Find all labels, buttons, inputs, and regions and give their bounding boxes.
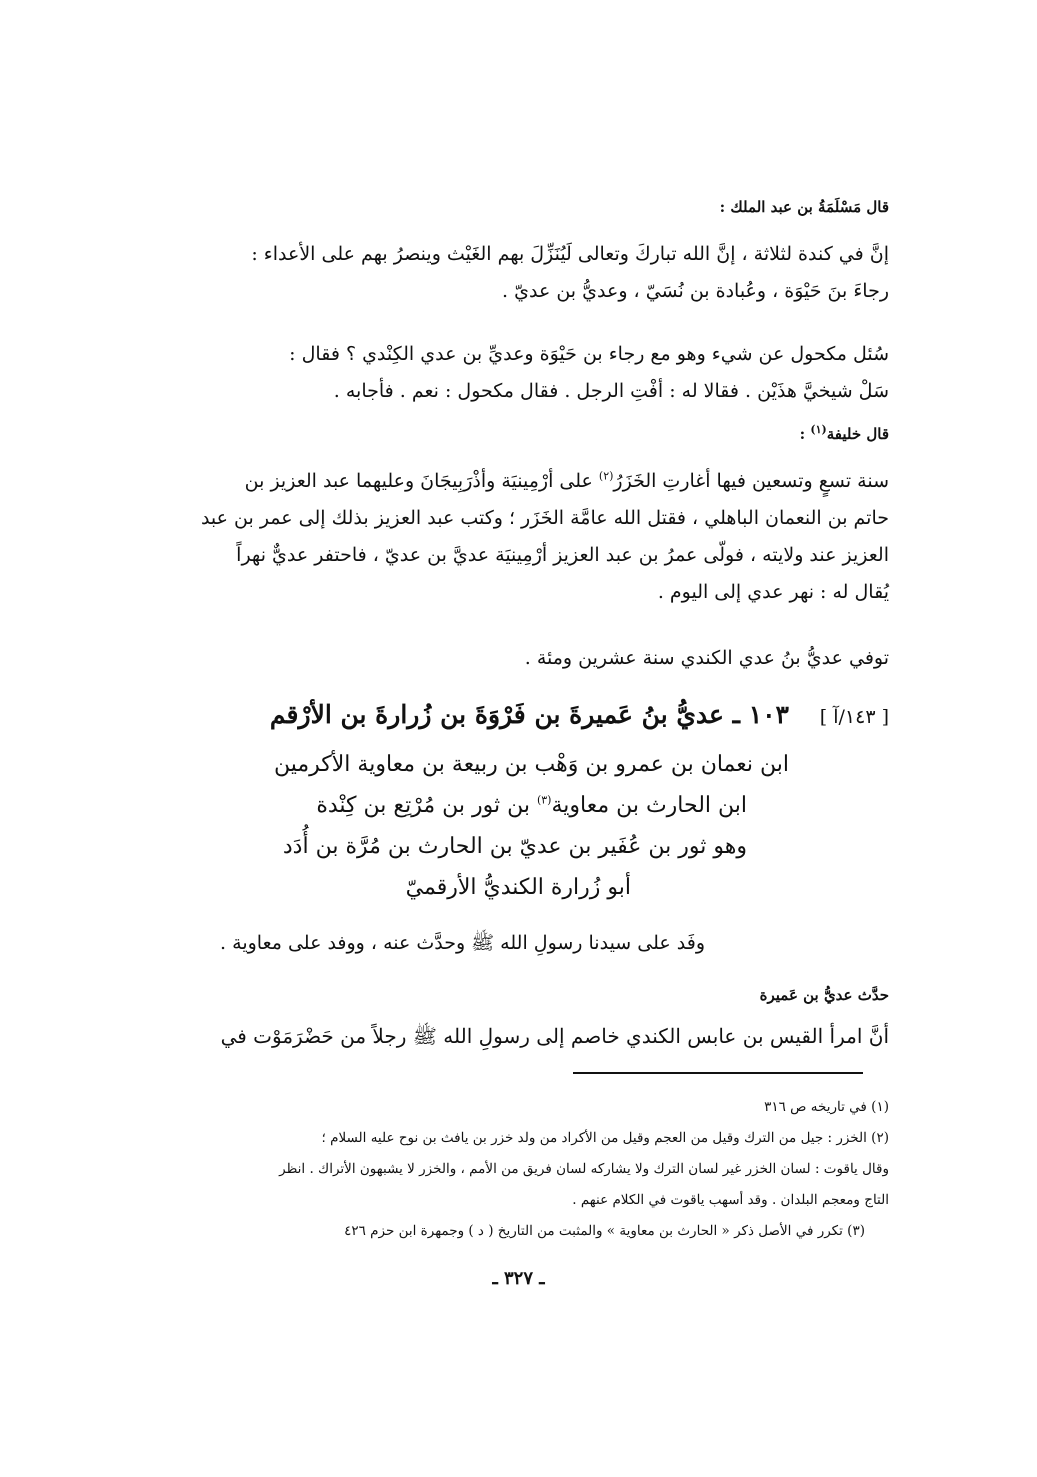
text-line: رجاءَ بنَ حَيْوَة ، وعُبادة بن نُسَيّ ، وعديُّ بن عديّ . bbox=[502, 280, 889, 302]
text-line: إنَّ في كندة لثلاثة ، إنَّ الله تباركَ وتعالى لَيُنَزِّلَ بهم الغَيْث وينصرُ بهم على الأعداء : bbox=[251, 243, 889, 265]
lineage-segment: بن ثور بن مُرْتِع بن كِنْدة bbox=[316, 793, 537, 818]
wafd-line: وفَد على سيدنا رسولِ الله ﷺ وحدَّث عنه ، ووفد على معاوية . bbox=[220, 932, 705, 954]
text-segment: سنة تسعٍ وتسعين فيها أغارتِ الخَزَرُ bbox=[613, 470, 889, 492]
footnote-separator bbox=[573, 1072, 863, 1074]
text-line: سُئل مكحول عن شيء وهو مع رجاء بن حَيْوَة وعديِّ بن عدي الكِنْدي ؟ فقال : bbox=[289, 343, 889, 365]
footnote-line: (٣) تكرر في الأصل ذكر « الحارث بن معاوية » والمثبت من التاريخ ( د ) وجمهرة ابن حزم ٤٢٦ bbox=[344, 1223, 865, 1239]
paragraph-khalifa bbox=[187, 463, 889, 611]
heading-tail: : bbox=[799, 425, 811, 443]
text-line: حاتم بن النعمان الباهلي ، فقتل الله عامَّة الخَزَر ؛ وكتب عبد العزيز بذلك إلى عمر بن عبد bbox=[200, 507, 889, 529]
footnote-ref-1[interactable]: (١) bbox=[810, 423, 827, 436]
paragraph-makhul bbox=[187, 336, 889, 410]
lineage-block bbox=[316, 785, 747, 826]
footnotes bbox=[187, 1092, 889, 1247]
lineage-block bbox=[274, 744, 789, 785]
footnote-line: (١) في تاريخه ص ٣١٦ bbox=[764, 1099, 889, 1115]
lineage-block bbox=[283, 826, 747, 867]
section-heading-maslama: قال مَسْلَمَةُ بن عبد الملك : bbox=[719, 198, 889, 216]
lineage-line: أبو زُرارة الكنديُّ الأرقميّ bbox=[405, 875, 631, 900]
heading-text: قال خليفة bbox=[826, 425, 889, 443]
footnote-ref-3[interactable]: (٣) bbox=[536, 793, 552, 807]
text-line: يُقال له : نهر عدي إلى اليوم . bbox=[657, 581, 889, 603]
footnote-line: (٢) الخزر : جيل من الترك وقيل من العجم وقيل من الأكراد من ولد خزر بن يافث بن نوح عليه السلام ؛ bbox=[321, 1130, 889, 1146]
text-segment: على أرْمِينيَة وأذْرَبِيجَانَ وعليهما عبد العزيز بن bbox=[244, 470, 599, 492]
lineage-line bbox=[316, 785, 747, 826]
lineage-segment: ابن الحارث بن معاوية bbox=[551, 793, 747, 818]
paragraph-maslama bbox=[187, 236, 889, 310]
hadith-heading: حدَّث عديُّ بن عَميرة bbox=[759, 986, 889, 1004]
text-line: سَلْ شيخيَّ هذَيْن . فقالا له : أفْتِ الرجل . فقال مكحول : نعم . فأجابه . bbox=[333, 380, 889, 402]
text-line bbox=[187, 463, 889, 500]
section-heading-khalifa bbox=[187, 425, 889, 443]
lineage-line: وهو ثور بن عُفَير بن عديّ بن الحارث بن مُرَّة بن أُدَد bbox=[282, 834, 747, 859]
hadith-line: أنَّ امرأ القيس بن عابس الكندي خاصم إلى رسولِ الله ﷺ رجلاً من حَضْرَمَوْت في bbox=[220, 1024, 889, 1048]
death-note: توفي عديُّ بنُ عدي الكندي سنة عشرين ومئة . bbox=[524, 647, 889, 669]
footnote-line: وقال ياقوت : لسان الخزر غير لسان الترك ولا يشاركه لسان فريق من الأمم ، والخزر لا يشبهون الأتراك . انظر bbox=[279, 1161, 889, 1177]
footnote-ref-2[interactable]: (٢) bbox=[598, 469, 614, 483]
page-number: ـ ٣٢٧ ـ bbox=[492, 1268, 545, 1289]
text-line: العزيز عند ولايته ، فولّى عمرُ بن عبد العزيز أرْمِينيَة عديَّ بن عديّ ، فاحتفر عديٌّ نهراً bbox=[236, 544, 889, 566]
manuscript-folio-ref: [ ١٤٣/آ ] bbox=[819, 706, 889, 728]
footnote-line: التاج ومعجم البلدان . وقد أسهب ياقوت في الكلام عنهم . bbox=[572, 1192, 889, 1208]
lineage-line: ابن نعمان بن عمرو بن وَهْب بن ربيعة بن معاوية الأكرمين bbox=[273, 752, 789, 777]
entry-title: ١٠٣ ـ عديُّ بنُ عَميرةَ بن فَرْوَةَ بن زُرارةَ بن الأرْقم bbox=[269, 700, 789, 729]
lineage-block bbox=[406, 867, 631, 908]
